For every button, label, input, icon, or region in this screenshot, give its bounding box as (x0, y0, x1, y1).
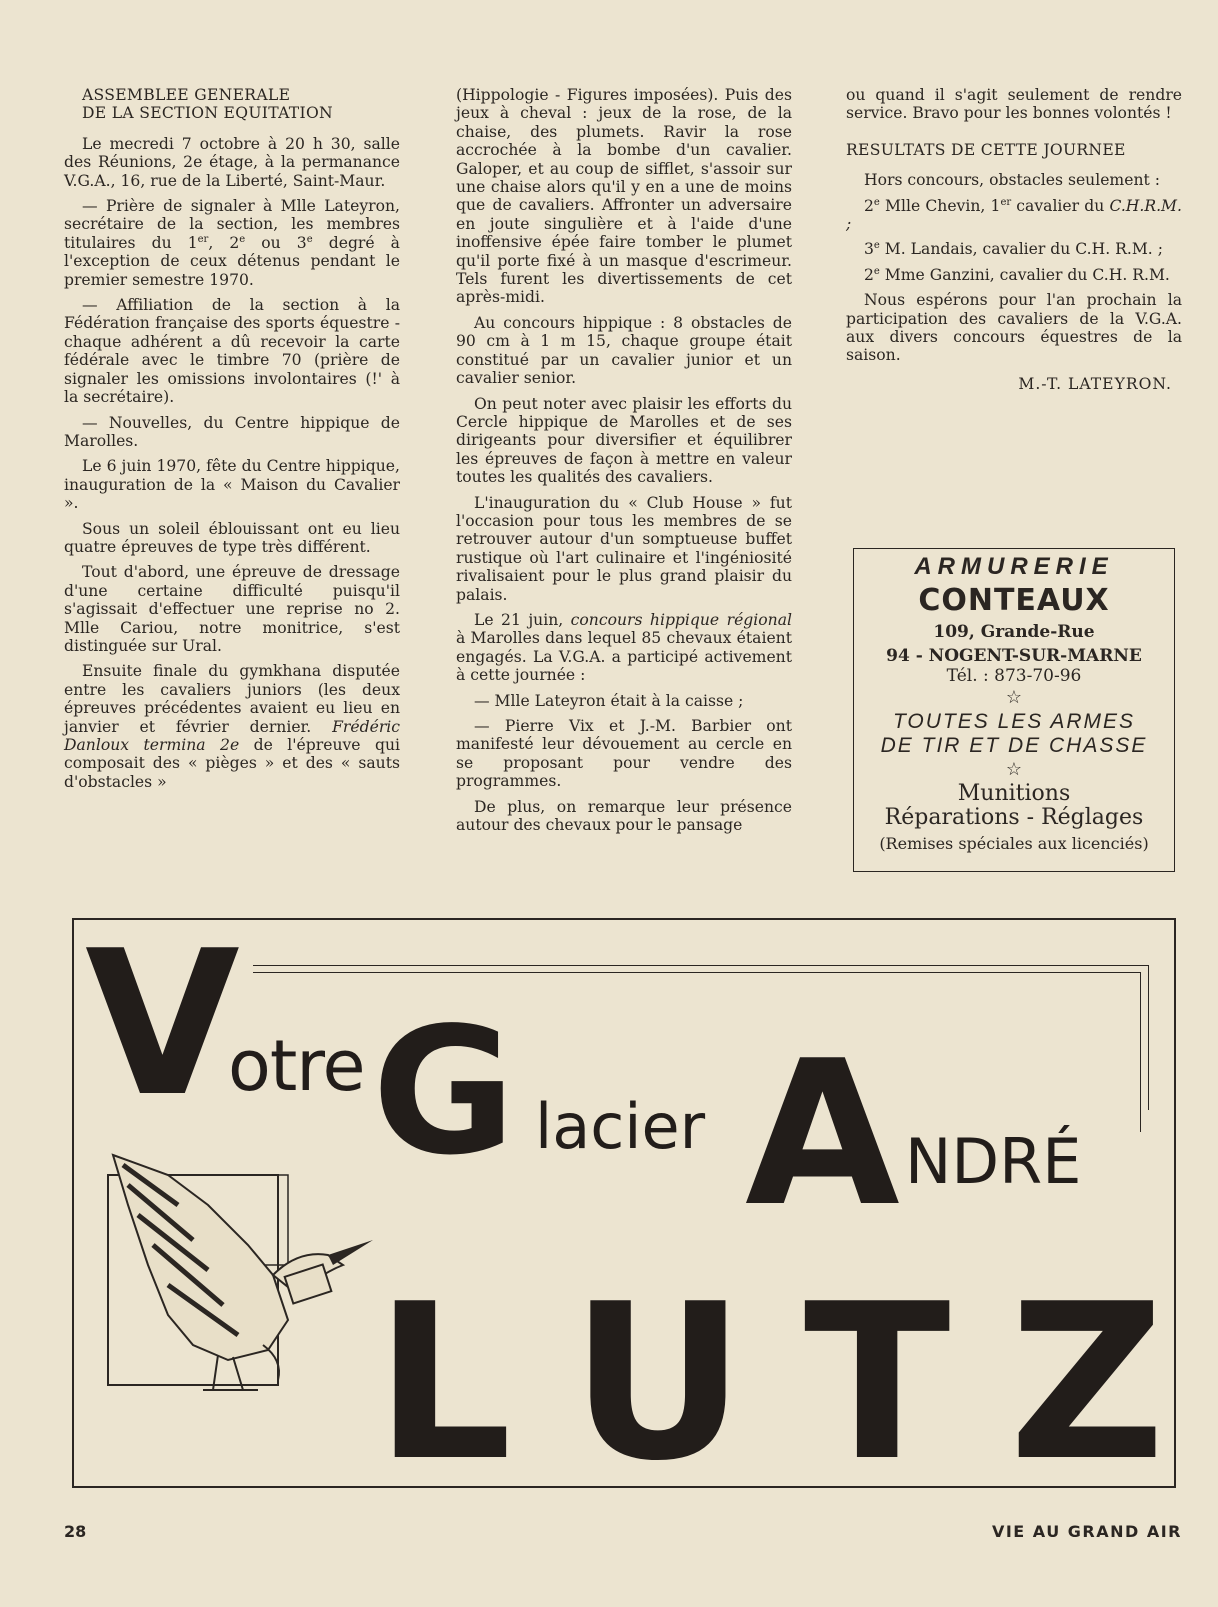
ad-letter-v: V (85, 908, 240, 1141)
result-line: 2e Mlle Chevin, 1er cavalier du C.H.R.M. ; (846, 196, 1182, 234)
ad-frame-line (1140, 972, 1141, 1132)
paragraph: ou quand il s'agit seulement de rendre service. Bravo pour les bonnes volontés ! (846, 86, 1182, 123)
ad-note: (Remises spéciales aux licenciés) (879, 834, 1149, 853)
article-column-1 (64, 86, 400, 798)
result-line: 3e M. Landais, cavalier du C.H. R.M. ; (864, 240, 1163, 259)
publication-name: VIE AU GRAND AIR (991, 1522, 1182, 1541)
ad-letter: T (803, 1257, 951, 1508)
ad-word-ndre: NDRÉ (905, 1125, 1082, 1198)
article-column-2 (456, 86, 792, 841)
paragraph: L'inauguration du « Club House » fut l'occasion pour tous les membres de se retrouver autour d'un somptueuse buffet rustique où l'art culinaire et l'ingéniosité rivalisaient pour le plus grand plaisir du palais. (456, 493, 792, 604)
star-icon: ☆ (1005, 687, 1023, 708)
ad-letter: Z (1009, 1257, 1165, 1508)
heading-line: DE LA SECTION EQUITATION (82, 104, 333, 123)
bird-illustration-icon (98, 1145, 378, 1395)
paragraph: Sous un soleil éblouissant ont eu lieu quatre épreuves de type très différent. (64, 519, 400, 556)
ad-lutz-wordmark (375, 1257, 1165, 1508)
ad-title: ARMURERIE (914, 553, 1114, 580)
paragraph: Ensuite finale du gymkhana disputée entre les cavaliers juniors (les deux épreuves précédentes avaient eu lieu en janvier et février dernier. Frédéric Danloux termina 2e de l'épreuve qui composait des « pièges » et des « sauts d'obstacles » (64, 662, 400, 791)
ad-phone: Tél. : 873-70-96 (946, 666, 1082, 686)
paragraph: Le mecredi 7 octobre à 20 h 30, salle des Réunions, 2e étage, à la permanance V.G.A., 16, rue de la Liberté, Saint-Maur. (64, 134, 400, 190)
ad-frame-line (1148, 965, 1149, 1110)
ad-word-otre: otre (228, 1025, 365, 1107)
ad-slogan: TOUTES LES ARMES (892, 710, 1136, 733)
ad-frame-line (253, 965, 1149, 966)
armurerie-ad (853, 548, 1175, 872)
paragraph: Le 6 juin 1970, fête du Centre hippique, inauguration de la « Maison du Cavalier ». (64, 457, 400, 513)
star-icon: ☆ (1005, 759, 1023, 780)
paragraph: — Nouvelles, du Centre hippique de Marolles. (64, 413, 400, 450)
ad-frame-line (253, 972, 1141, 973)
ad-word-lacier: lacier (535, 1090, 706, 1163)
ad-slogan: DE TIR ET DE CHASSE (880, 734, 1148, 757)
paragraph: De plus, on remarque leur présence autour des chevaux pour le pansage (456, 797, 792, 835)
paragraph: — Affiliation de la section à la Fédération française des sports équestre - chaque adhérent a dû recevoir la carte fédérale avec le timbre 70 (prière de signaler les omissions involontaires (!' à la secrétaire). (64, 296, 400, 407)
paragraph: (Hippologie - Figures imposées). Puis des jeux à cheval : jeux de la rose, de la chaise, des plumets. Ravir la rose accrochée à la bombe d'un cavalier. Galoper, et au coup de sifflet, s'assoir sur une chaise alors qu'il y en a une de moins que de cavaliers. Affronter un adversaire en joute singulière et à l'aide d'une inoffensive épée faire tomber le plumet qu'il porte fixé à un masque d'escrimeur. Tels furent les divertissements de cet après-midi. (456, 86, 792, 307)
paragraph: Le 21 juin, concours hippique régional à Marolles dans lequel 85 chevaux étaient engagés. La V.G.A. a participé activement à cette journée : (456, 610, 792, 685)
ad-letter-g: G (372, 991, 516, 1194)
paragraph: Nous espérons pour l'an prochain la participation des cavaliers de la V.G.A. aux divers concours équestres de la saison. (846, 291, 1182, 365)
ad-address: 109, Grande-Rue (933, 622, 1095, 642)
results-heading: RESULTATS DE CETTE JOURNEE (846, 140, 1126, 159)
page-number: 28 (64, 1522, 87, 1541)
paragraph: — Mlle Lateyron était à la caisse ; (474, 691, 744, 710)
ad-letter: U (570, 1257, 746, 1508)
paragraph: Tout d'abord, une épreuve de dressage d'une certaine difficulté puisqu'il s'agissait d'effectuer une reprise no 2. Mlle Cariou, notre monitrice, s'est distinguée sur Ural. (64, 563, 400, 655)
paragraph: Hors concours, obstacles seulement : (864, 171, 1160, 190)
article-column-3 (846, 86, 1182, 400)
ad-letter-a: A (745, 1018, 900, 1251)
paragraph: On peut noter avec plaisir les efforts du Cercle hippique de Marolles et de ses dirigeants pour diversifier et équilibrer les épreuves de façon à mettre en valeur toutes les qualités des cavaliers. (456, 394, 792, 487)
result-line: 2e Mme Ganzini, cavalier du C.H. R.M. (864, 265, 1170, 284)
paragraph: Au concours hippique : 8 obstacles de 90 cm à 1 m 15, chaque groupe était constitué par un cavalier junior et un cavalier senior. (456, 313, 792, 388)
ad-letter: L (375, 1257, 512, 1508)
ad-service: Munitions (957, 781, 1071, 806)
heading-line: ASSEMBLEE GENERALE (82, 86, 291, 104)
ad-service: Réparations - Réglages (884, 805, 1144, 830)
section-heading (64, 86, 400, 123)
paragraph: — Prière de signaler à Mlle Lateyron, secrétaire de la section, les membres titulaires du 1er, 2e ou 3e degré à l'exception de ceux détenus pendant le premier semestre 1970. (64, 197, 400, 289)
paragraph: — Pierre Vix et J.-M. Barbier ont manifesté leur dévouement au cercle en se proposant pour vendre des programmes. (456, 717, 792, 791)
ad-city: 94 - NOGENT-SUR-MARNE (886, 646, 1142, 666)
ad-brand: CONTEAUX (918, 583, 1110, 618)
signature: M.-T. LATEYRON. (1018, 374, 1172, 393)
